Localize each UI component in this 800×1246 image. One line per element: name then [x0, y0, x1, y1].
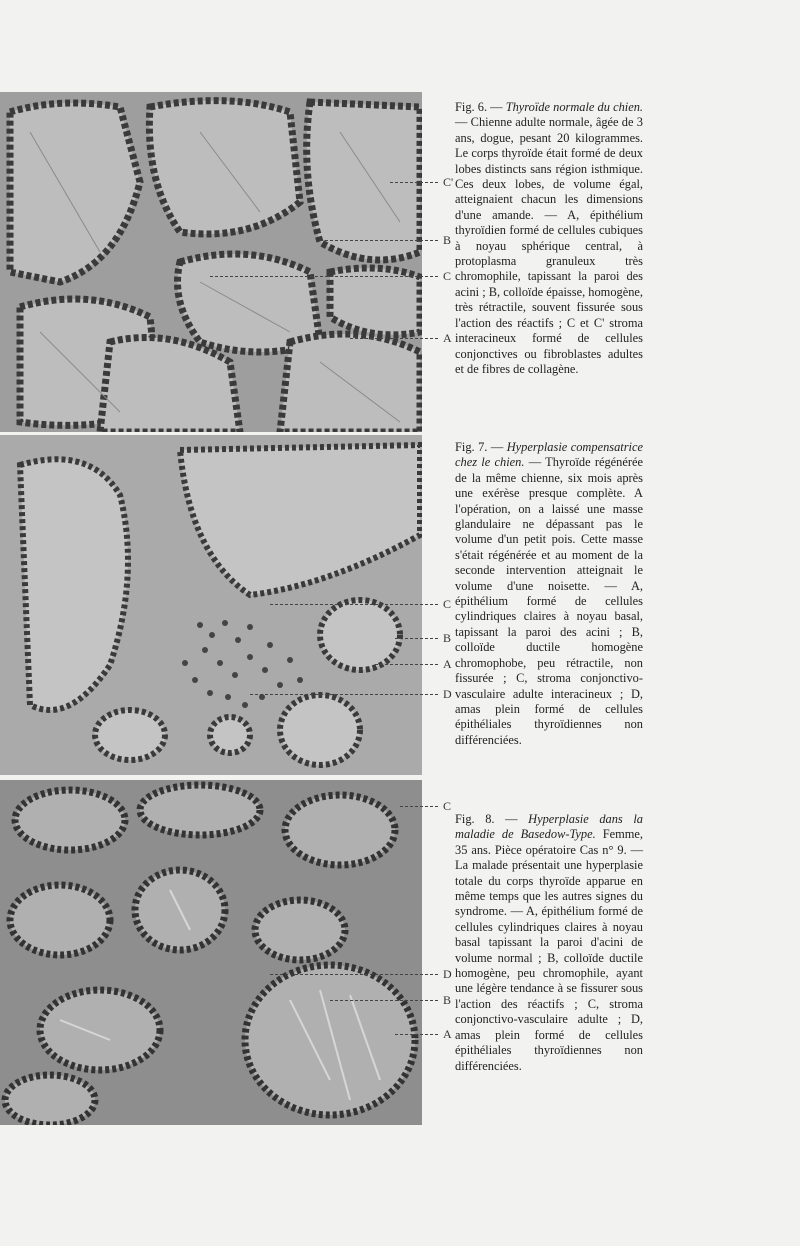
- leader-fig8-a: [395, 1034, 438, 1035]
- caption-fig6-title: Thyroïde normale du chien.: [505, 100, 643, 114]
- label-fig8-c: C: [443, 799, 452, 813]
- caption-fig7-title: Hyperplasie compensatrice chez le chien.: [455, 440, 643, 470]
- caption-fig7-number: Fig. 7. —: [455, 440, 504, 454]
- micrograph-fig6: [0, 92, 422, 432]
- label-fig6-a: A: [443, 331, 452, 345]
- caption-fig8: [455, 812, 643, 1074]
- caption-fig8-number: Fig. 8. —: [455, 812, 518, 826]
- leader-fig6-b: [320, 240, 438, 241]
- leader-fig6-a: [350, 338, 438, 339]
- label-fig6-b: B: [443, 233, 452, 247]
- leader-fig7-c: [270, 604, 438, 605]
- micrograph-fig7: [0, 435, 422, 775]
- label-fig7-b: B: [443, 631, 452, 645]
- caption-fig7: [455, 440, 643, 748]
- caption-fig8-title: Hyperplasie dans la maladie de Basedow-Type.: [455, 812, 643, 842]
- leader-fig7-a: [375, 664, 438, 665]
- leader-fig8-c: [400, 806, 438, 807]
- leader-fig7-b: [395, 638, 438, 639]
- label-fig7-d: D: [443, 687, 452, 701]
- leader-fig6-c-prime: [390, 182, 438, 183]
- label-fig8-a: A: [443, 1027, 452, 1041]
- label-fig8-b: B: [443, 993, 452, 1007]
- label-fig7-c: C: [443, 597, 452, 611]
- micrograph-fig8: [0, 780, 422, 1125]
- leader-fig7-d: [250, 694, 438, 695]
- leader-fig8-b: [330, 1000, 438, 1001]
- label-fig6-c-prime: C': [443, 175, 454, 189]
- caption-fig6: [455, 100, 643, 377]
- leader-fig8-d: [270, 974, 438, 975]
- caption-fig6-number: Fig. 6. —: [455, 100, 503, 114]
- label-fig8-d: D: [443, 967, 452, 981]
- label-fig7-a: A: [443, 657, 452, 671]
- caption-fig8-text: Femme, 35 ans. Pièce opératoire Cas n° 9. — La malade présentait une hyperplasie totale du corps thyroïde apparue en même temps que les autres signes du syndrome. — A, épithélium formé de cellules cylindriques claires à noyau basal tapissant la paroi d'acini de volume normal ; B, colloïde ductile homogène, peu chromophile, ayant une légère tendance à se fissurer sous l'action des réactifs ; C, stroma conjonctivo-vasculaire adulte ; D, amas plein formé de cellules épithéliales thyroïdiennes non différenciées.: [455, 827, 643, 1073]
- caption-fig6-text: — Chienne adulte normale, âgée de 3 ans, dogue, pesant 20 kilogrammes. Le corps thyroïde était formé de deux lobes distincts sans région isthmique. Ces deux lobes, de volume égal, atteignaient chacun les dimensions d'une amande. — A, épithélium thyroïdien formé de cellules cubiques à noyau sphérique central, à protoplasma granuleux très chromophile, tapissant la paroi des acini ; B, colloïde épaisse, homogène, très rétractile, souvent fissurée sous l'action des réactifs ; C et C' stroma interacineux formé de cellules conjonctives ou fibroblastes adultes et de fibres de collagène.: [455, 115, 643, 376]
- leader-fig6-c: [210, 276, 438, 277]
- label-fig6-c: C: [443, 269, 452, 283]
- caption-fig7-text: — Thyroïde régénérée de la même chienne, six mois après une exérèse presque complète. A l'opération, on a laissé une masse glandulaire ne dépassant pas le volume d'un petit pois. Cette masse s'était régénérée et au moment de la seconde intervention atteignait le volume d'une noisette. — A, épithélium formé de cellules cylindriques claires à noyau basal, tapissant la paroi des acini ; B, colloïde ductile homogène chromophobe, peu rétractile, non fissurée ; C, stroma conjonctivo-vasculaire adulte interacineux ; D, amas plein formé de cellules épithéliales thyroïdiennes non différenciées.: [455, 455, 643, 747]
